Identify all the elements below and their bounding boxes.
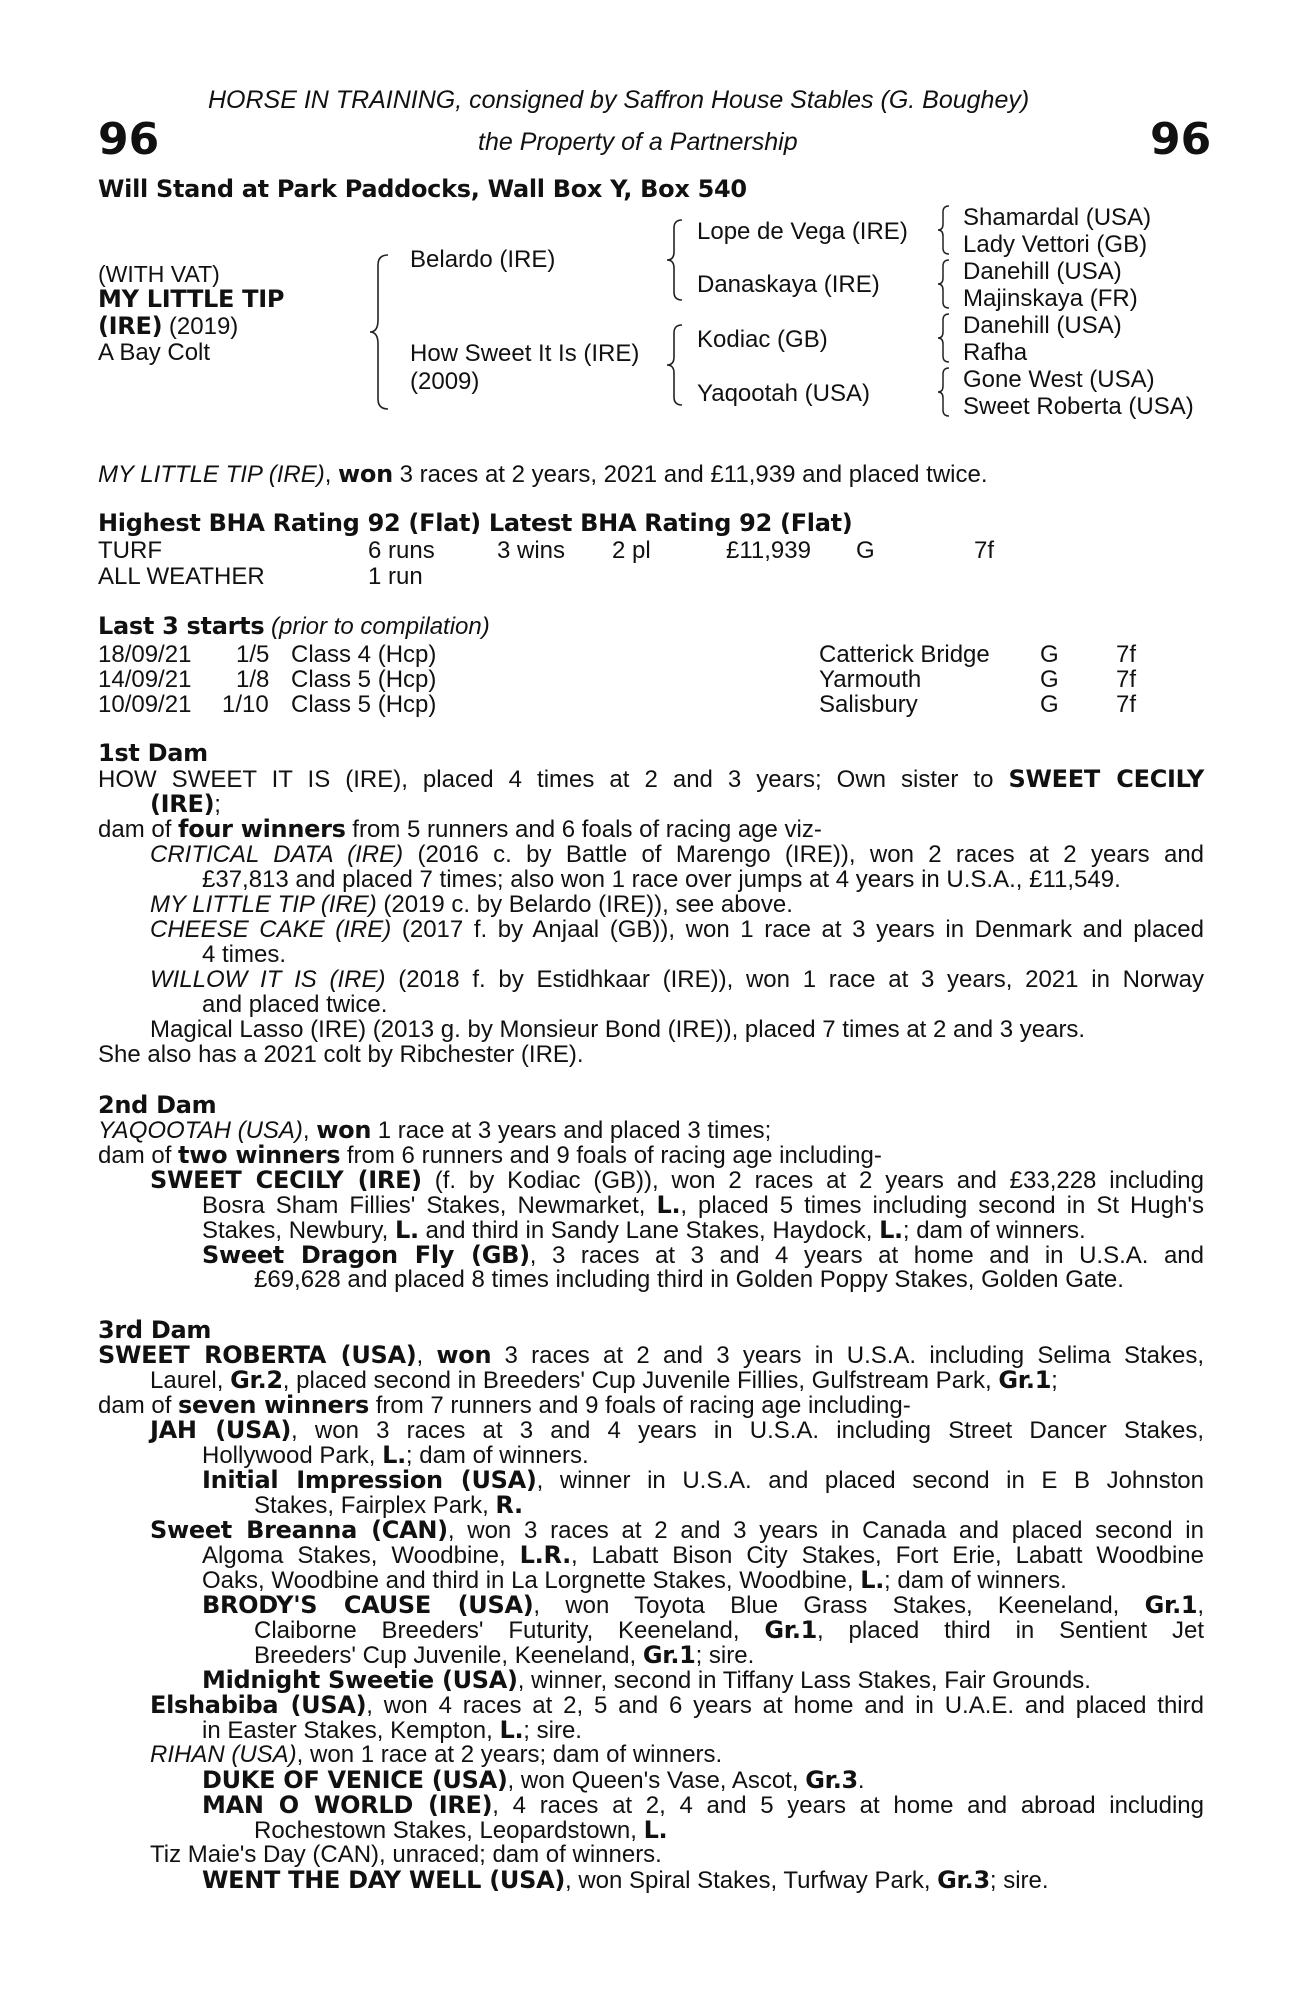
third-dam-line: Hollywood Park, L.; dam of winners. xyxy=(202,1441,589,1469)
consignor-line: HORSE IN TRAINING, consigned by Saffron House Stables (G. Boughey) xyxy=(208,86,1030,114)
third-dam-line: SWEET ROBERTA (USA), won 3 races at 2 and 3 years in U.S.A. including Selima Stakes, xyxy=(98,1341,1204,1369)
pedigree-dam-dam: Yaqootah (USA) xyxy=(697,380,870,407)
pedigree-g3-2: Lady Vettori (GB) xyxy=(963,231,1148,258)
horse-name-suffix: (IRE) (2019) xyxy=(98,312,239,340)
third-dam-line: Sweet Breanna (CAN), won 3 races at 2 and 3 years in Canada and placed second in xyxy=(150,1516,1204,1544)
brace-g3-4 xyxy=(936,366,952,418)
third-dam-line: Claiborne Breeders' Futurity, Keeneland, Gr.1, placed third in Sentient Jet xyxy=(254,1616,1204,1644)
produce-line: WILLOW IT IS (IRE) (2018 f. by Estidhkaar (IRE)), won 1 race at 3 years, 2021 in Norway xyxy=(150,966,1204,993)
second-dam-heading: 2nd Dam xyxy=(98,1091,217,1119)
produce-line: She also has a 2021 colt by Ribchester (IRE). xyxy=(98,1041,584,1068)
pedigree-dam-year: (2009) xyxy=(410,368,480,395)
second-dam-line: dam of two winners from 6 runners and 9 foals of racing age including- xyxy=(98,1141,882,1169)
property-line: the Property of a Partnership xyxy=(478,128,798,156)
first-dam-line: HOW SWEET IT IS (IRE), placed 4 times at 2 and 3 years; Own sister to SWEET CECILY xyxy=(98,765,1204,793)
horse-description: A Bay Colt xyxy=(98,339,211,366)
third-dam-line: Stakes, Fairplex Park, R. xyxy=(254,1491,523,1519)
second-dam-line: Bosra Sham Fillies' Stakes, Newmarket, L., placed 5 times including second in St Hugh's xyxy=(202,1191,1205,1219)
third-dam-line: Rochestown Stakes, Leopardstown, L. xyxy=(254,1816,668,1844)
third-dam-line: dam of seven winners from 7 runners and 9 foals of racing age including- xyxy=(98,1391,911,1419)
pedigree-sire-sire: Lope de Vega (IRE) xyxy=(697,218,908,245)
second-dam-line: SWEET CECILY (IRE) (f. by Kodiac (GB)), won 2 races at 2 years and £33,228 including xyxy=(150,1166,1204,1194)
bha-rating-heading: Highest BHA Rating 92 (Flat) Latest BHA Rating 92 (Flat) xyxy=(98,509,853,537)
pedigree-g3-3: Danehill (USA) xyxy=(963,258,1122,285)
pedigree-g3-8: Sweet Roberta (USA) xyxy=(963,393,1194,420)
turf-record: TURF 6 runs 3 wins 2 pl £11,939 G 7f xyxy=(98,537,995,564)
all-weather-record: ALL WEATHER 1 run xyxy=(98,563,423,590)
pedigree-dam: How Sweet It Is (IRE) xyxy=(410,340,640,367)
pedigree-g3-6: Rafha xyxy=(963,339,1028,366)
produce-line: and placed twice. xyxy=(202,991,388,1018)
brace-gen1 xyxy=(368,252,392,412)
first-dam-heading: 1st Dam xyxy=(98,739,208,767)
third-dam-heading: 3rd Dam xyxy=(98,1316,212,1344)
vat-label: (WITH VAT) xyxy=(98,261,220,287)
second-dam-line: Sweet Dragon Fly (GB), 3 races at 3 and 4 years at home and in U.S.A. and xyxy=(202,1241,1204,1269)
brace-g3-2 xyxy=(936,258,952,310)
pedigree-g3-4: Majinskaya (FR) xyxy=(963,285,1138,312)
produce-line: MY LITTLE TIP (IRE) (2019 c. by Belardo (IRE)), see above. xyxy=(150,891,793,918)
third-dam-line: Breeders' Cup Juvenile, Keeneland, Gr.1; sire. xyxy=(254,1641,755,1669)
pedigree-dam-sire: Kodiac (GB) xyxy=(697,326,828,353)
third-dam-line: DUKE OF VENICE (USA), won Queen's Vase, Ascot, Gr.3. xyxy=(202,1766,865,1794)
third-dam-line: Algoma Stakes, Woodbine, L.R., Labatt Bison City Stakes, Fort Erie, Labatt Woodbine xyxy=(202,1541,1204,1569)
start-row: 14/09/21 1/8 Class 5 (Hcp) Yarmouth G 7f xyxy=(98,666,1137,693)
horse-name: MY LITTLE TIP xyxy=(98,285,285,313)
pedigree-g3-7: Gone West (USA) xyxy=(963,366,1155,393)
pedigree-g3-5: Danehill (USA) xyxy=(963,312,1122,339)
third-dam-line: Tiz Maie's Day (CAN), unraced; dam of winners. xyxy=(150,1841,662,1868)
first-dam-line: dam of four winners from 5 runners and 6 foals of racing age viz- xyxy=(98,815,822,843)
third-dam-line: Midnight Sweetie (USA), winner, second in Tiffany Lass Stakes, Fair Grounds. xyxy=(202,1666,1091,1694)
third-dam-line: MAN O WORLD (IRE), 4 races at 2, 4 and 5 years at home and abroad including xyxy=(202,1791,1204,1819)
start-row: 10/09/21 1/10 Class 5 (Hcp) Salisbury G 7f xyxy=(98,691,1137,718)
third-dam-line: in Easter Stakes, Kempton, L.; sire. xyxy=(202,1716,582,1744)
pedigree-sire-dam: Danaskaya (IRE) xyxy=(697,271,880,298)
second-dam-line: £69,628 and placed 8 times including third in Golden Poppy Stakes, Golden Gate. xyxy=(254,1266,1124,1293)
second-dam-line: YAQOOTAH (USA), won 1 race at 3 years and placed 3 times; xyxy=(98,1116,772,1144)
third-dam-line: Elshabiba (USA), won 4 races at 2, 5 and 6 years at home and in U.A.E. and placed third xyxy=(150,1691,1204,1719)
third-dam-line: Initial Impression (USA), winner in U.S.A. and placed second in E B Johnston xyxy=(202,1466,1204,1494)
produce-line: £37,813 and placed 7 times; also won 1 race over jumps at 4 years in U.S.A., £11,549. xyxy=(202,866,1121,893)
third-dam-line: Laurel, Gr.2, placed second in Breeders' Cup Juvenile Fillies, Gulfstream Park, Gr.1; xyxy=(150,1366,1058,1394)
lot-number-left: 96 xyxy=(98,114,160,165)
stand-location: Will Stand at Park Paddocks, Wall Box Y, Box 540 xyxy=(98,175,747,203)
produce-line: CRITICAL DATA (IRE) (2016 c. by Battle of Marengo (IRE)), won 2 races at 2 years and xyxy=(150,841,1205,868)
pedigree-sire: Belardo (IRE) xyxy=(410,246,556,273)
first-dam-line: (IRE); xyxy=(150,790,221,818)
pedigree-g3-1: Shamardal (USA) xyxy=(963,204,1152,231)
lot-number-right: 96 xyxy=(1150,114,1212,165)
second-dam-line: Stakes, Newbury, L. and third in Sandy Lane Stakes, Haydock, L.; dam of winners. xyxy=(202,1216,1086,1244)
brace-sire xyxy=(665,218,685,302)
produce-line: 4 times. xyxy=(202,941,287,968)
brace-g3-3 xyxy=(936,312,952,364)
brace-g3-1 xyxy=(936,204,952,256)
third-dam-line: Oaks, Woodbine and third in La Lorgnette Stakes, Woodbine, L.; dam of winners. xyxy=(202,1566,1067,1594)
brace-dam xyxy=(665,323,685,407)
race-summary: MY LITTLE TIP (IRE), won 3 races at 2 years, 2021 and £11,939 and placed twice. xyxy=(98,460,988,488)
produce-line: Magical Lasso (IRE) (2013 g. by Monsieur Bond (IRE)), placed 7 times at 2 and 3 years. xyxy=(150,1016,1086,1043)
third-dam-line: JAH (USA), won 3 races at 3 and 4 years in U.S.A. including Street Dancer Stakes, xyxy=(150,1416,1204,1444)
last-starts-heading: Last 3 starts (prior to compilation) xyxy=(98,612,490,640)
third-dam-line: WENT THE DAY WELL (USA), won Spiral Stakes, Turfway Park, Gr.3; sire. xyxy=(202,1866,1049,1894)
third-dam-line: RIHAN (USA), won 1 race at 2 years; dam of winners. xyxy=(150,1741,723,1768)
start-row: 18/09/21 1/5 Class 4 (Hcp) Catterick Bridge G 7f xyxy=(98,641,1137,668)
produce-line: CHEESE CAKE (IRE) (2017 f. by Anjaal (GB)), won 1 race at 3 years in Denmark and placed xyxy=(150,916,1204,943)
third-dam-line: BRODY'S CAUSE (USA), won Toyota Blue Grass Stakes, Keeneland, Gr.1, xyxy=(202,1591,1204,1619)
